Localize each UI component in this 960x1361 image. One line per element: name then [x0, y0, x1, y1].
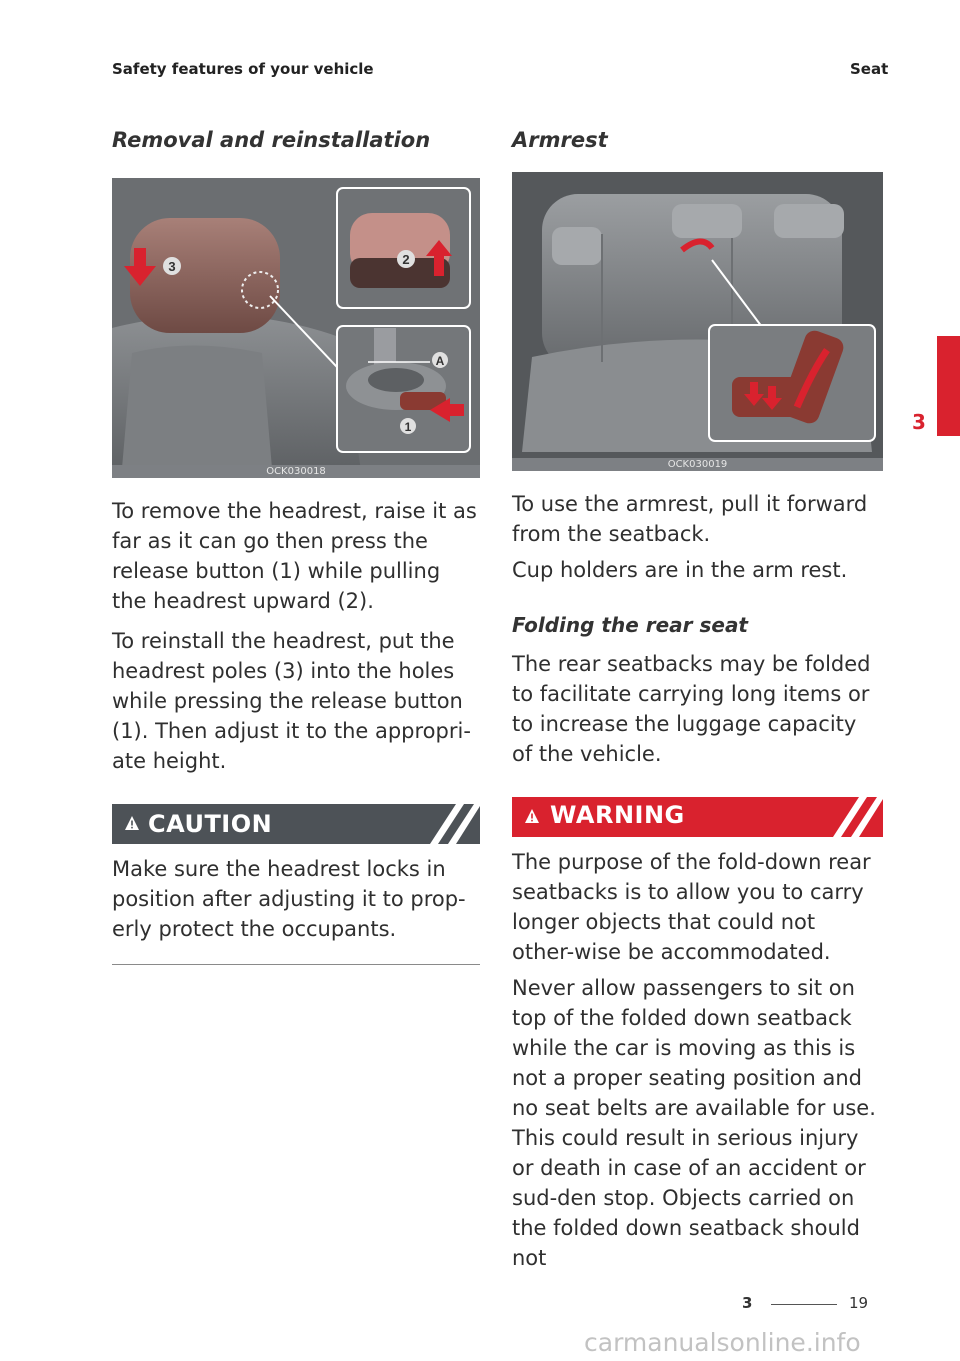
warning-paragraph-never: Never allow passengers to sit on top of the folded down seatback while the car is moving as this is not a proper seating position and no seat belts are available for use. This could result in serious injury or death in case of an accident or sud-den stop. Objects carried on the folded down seatback should not — [512, 976, 876, 1270]
callout-3: 3 — [168, 259, 176, 274]
caution-label: CAUTION — [148, 810, 273, 838]
stripes-decoration — [833, 797, 883, 837]
warning-triangle-icon — [525, 809, 539, 823]
header-section-title: Safety features of your vehicle — [112, 60, 374, 78]
paragraph-reinstall: To reinstall the headrest, put the headrest poles (3) into the holes while pressing the release button (1). Then adjust it to the appropri-ate height. — [112, 629, 471, 773]
section-title-armrest: Armrest — [512, 128, 608, 152]
headrest — [130, 218, 280, 333]
figure-code: OCK030019 — [512, 458, 883, 471]
callout-a: A — [435, 354, 445, 368]
headrest-figure — [112, 178, 480, 478]
chapter-tab — [937, 336, 960, 436]
figure-code: OCK030018 — [112, 465, 480, 478]
caution-divider — [112, 964, 480, 965]
warning-banner — [512, 797, 883, 837]
caution-text: Make sure the headrest locks in position after adjusting it to prop-erly protect the occupants. — [112, 857, 466, 941]
right-column — [512, 128, 883, 1273]
headrest-illustration — [112, 178, 480, 478]
warning-label: WARNING — [550, 801, 685, 829]
paragraph-remove: To remove the headrest, raise it as far as it can go then press the release button (1) while pulling the headrest upward (2). — [112, 499, 477, 613]
paragraph-cup-holders: Cup holders are in the arm rest. — [512, 558, 848, 582]
footer-divider — [771, 1304, 837, 1305]
header-topic: Seat — [850, 60, 889, 78]
chapter-tab-number: 3 — [912, 410, 926, 434]
footer-page-number: 19 — [849, 1294, 869, 1312]
subsection-title-folding: Folding the rear seat — [512, 613, 748, 637]
warning-triangle-icon — [125, 816, 139, 830]
section-title-removal: Removal and reinstallation — [112, 128, 431, 152]
left-column — [112, 128, 480, 965]
callout-2: 2 — [402, 252, 410, 267]
watermark: carmanualsonline.info — [584, 1328, 861, 1357]
warning-paragraph-purpose: The purpose of the fold-down rear seatbacks is to allow you to carry longer objects that could not other-wise be accommodated. — [512, 850, 871, 964]
armrest-illustration — [512, 172, 883, 471]
armrest-figure — [512, 172, 883, 471]
stripes-decoration — [430, 804, 480, 844]
callout-1: 1 — [404, 420, 412, 434]
caution-banner — [112, 804, 480, 844]
paragraph-folding: The rear seatbacks may be folded to facilitate carrying long items or to increase the luggage capacity of the vehicle. — [512, 652, 871, 766]
footer-chapter: 3 — [742, 1294, 753, 1312]
paragraph-armrest-use: To use the armrest, pull it forward from the seatback. — [512, 492, 868, 546]
